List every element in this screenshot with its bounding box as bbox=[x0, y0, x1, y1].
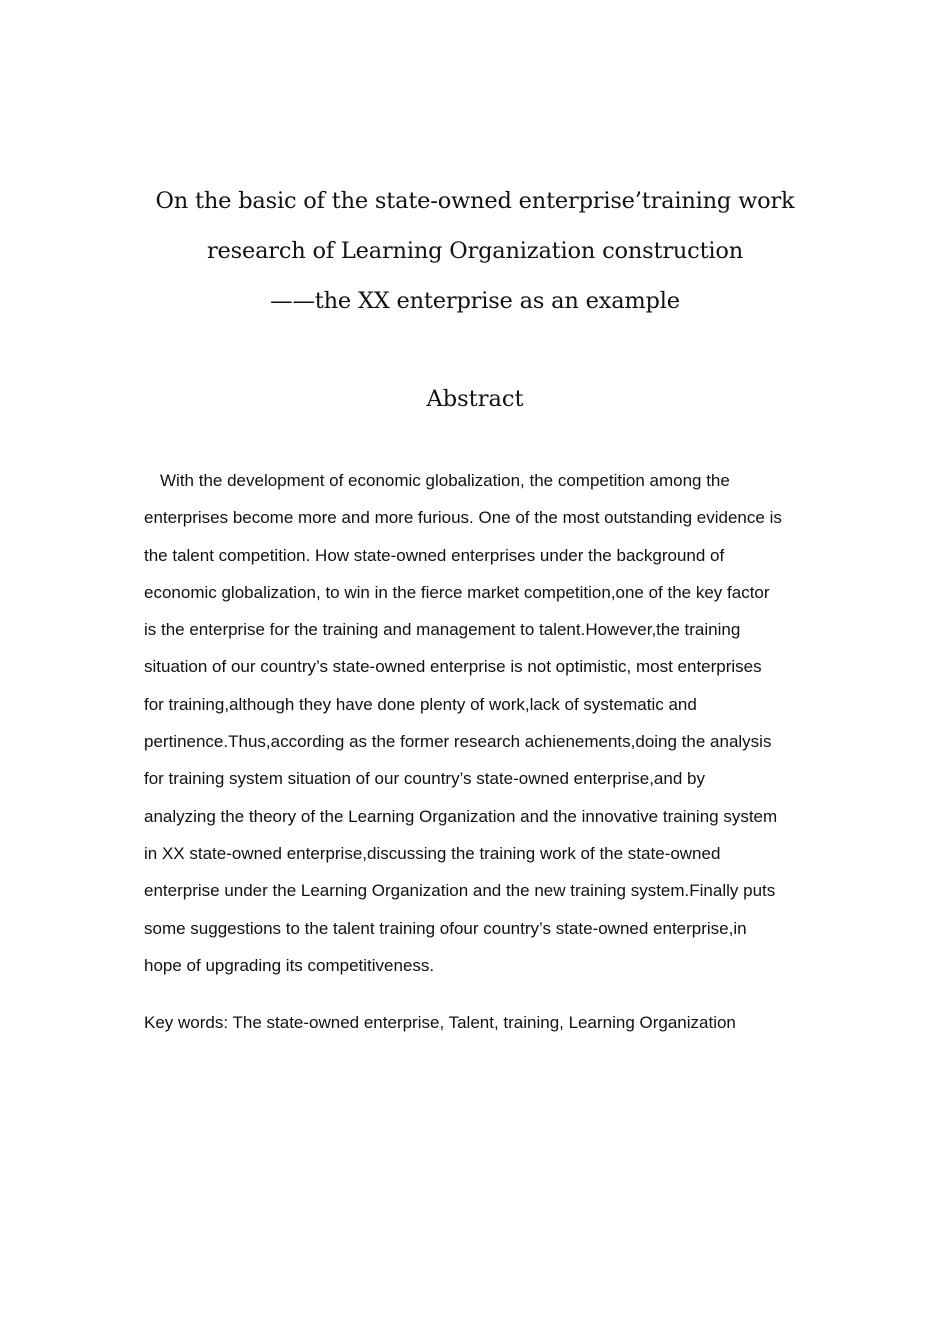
abstract-line: enterprises become more and more furious. One of the most outstanding evidence is bbox=[144, 508, 782, 528]
abstract-heading: Abstract bbox=[426, 386, 524, 412]
abstract-line: is the enterprise for the training and management to talent.However,the training bbox=[144, 620, 741, 640]
keywords-line: Key words: The state-owned enterprise, Talent, training, Learning Organization bbox=[144, 1013, 736, 1032]
abstract-line: economic globalization, to win in the fierce market competition,one of the key factor bbox=[144, 582, 770, 602]
abstract-line: With the development of economic globalization, the competition among the bbox=[160, 471, 730, 490]
abstract-line: enterprise under the Learning Organization and the new training system.Finally puts bbox=[144, 881, 776, 901]
abstract-line: some suggestions to the talent training ofour country’s state-owned enterprise,in bbox=[144, 918, 747, 938]
abstract-line: situation of our country’s state-owned enterprise is not optimistic, most enterprises bbox=[144, 657, 762, 677]
document-title bbox=[90, 176, 860, 326]
abstract-line: for training system situation of our country’s state-owned enterprise,and by bbox=[144, 769, 705, 789]
title-line-1: On the basic of the state-owned enterprise’training work bbox=[155, 188, 795, 214]
abstract-line: pertinence.Thus,according as the former research achienements,doing the analysis bbox=[144, 732, 772, 752]
abstract-line: the talent competition. How state-owned enterprises under the background of bbox=[144, 545, 725, 565]
abstract-line: hope of upgrading its competitiveness. bbox=[144, 955, 435, 975]
abstract-line: analyzing the theory of the Learning Organization and the innovative training system bbox=[144, 806, 778, 826]
title-line-3: ——the XX enterprise as an example bbox=[270, 288, 680, 314]
title-line-2: research of Learning Organization construction bbox=[206, 238, 744, 264]
abstract-line: in XX state-owned enterprise,discussing the training work of the state-owned bbox=[144, 843, 721, 863]
abstract-body bbox=[144, 462, 824, 984]
abstract-line: for training,although they have done plenty of work,lack of systematic and bbox=[144, 694, 697, 714]
